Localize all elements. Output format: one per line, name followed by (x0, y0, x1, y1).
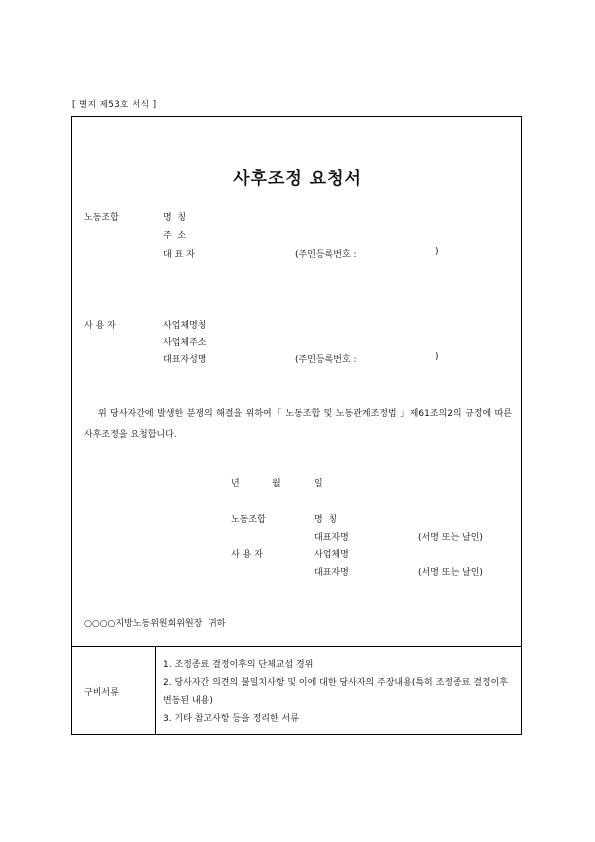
attachments-column-divider (155, 646, 156, 735)
union-id-close: ) (435, 247, 439, 257)
date-month: 월 (272, 479, 281, 489)
employer-id-close: ) (435, 352, 439, 362)
sign-employer-rep: 대표자명 (314, 568, 349, 578)
form-number-label: [ 별지 제53호 서식 ] (72, 100, 157, 110)
date-day: 일 (314, 479, 323, 489)
union-name-label: 명 칭 (163, 213, 187, 223)
sign-union-rep: 대표자명 (314, 533, 349, 543)
attachments-list (163, 656, 513, 728)
document-title: 사후조정 요청서 (233, 169, 362, 189)
attachment-item: 3. 기타 참고사항 등을 정리한 서류 (163, 714, 299, 724)
sign-union-name: 명 칭 (314, 515, 338, 525)
addressee: ○○○○지방노동위원회위원장 귀하 (84, 619, 226, 629)
date-year: 년 (231, 479, 240, 489)
attachment-item: 2. 당사자간 의견의 불일치사항 및 이에 대한 당사자의 주장내용(특히 조정종료 결정이후 변동된 내용) (163, 678, 508, 706)
employer-id-label: (주민등록번호 : (295, 355, 357, 365)
request-statement: 위 당사자간에 발생한 분쟁의 해결을 위하여「 노동조합 및 노동관계조정법 」제61조의2의 규정에 따른 사후조정을 요청합니다. (84, 409, 512, 440)
attachments-divider (71, 646, 522, 647)
employer-address-label: 사업체주소 (163, 338, 207, 348)
union-address-label: 주 소 (163, 231, 187, 241)
sign-union-seal: (서명 또는 날인) (418, 533, 483, 543)
attachment-item: 1. 조정종료 결정이후의 단체교섭 경위 (163, 660, 314, 670)
employer-rep-label: 대표자성명 (163, 355, 207, 365)
sign-union-label: 노동조합 (231, 515, 266, 525)
sign-employer-seal: (서명 또는 날인) (418, 568, 483, 578)
sign-employer-label: 사 용 자 (231, 550, 263, 560)
employer-name-label: 사업체명칭 (163, 321, 207, 331)
union-rep-label: 대 표 자 (163, 250, 195, 260)
union-section-label: 노동조합 (84, 213, 119, 223)
sign-employer-name: 사업체명 (314, 550, 349, 560)
union-id-label: (주민등록번호 : (295, 250, 357, 260)
attachments-label: 구비서류 (84, 688, 119, 698)
employer-section-label: 사 용 자 (84, 321, 116, 331)
